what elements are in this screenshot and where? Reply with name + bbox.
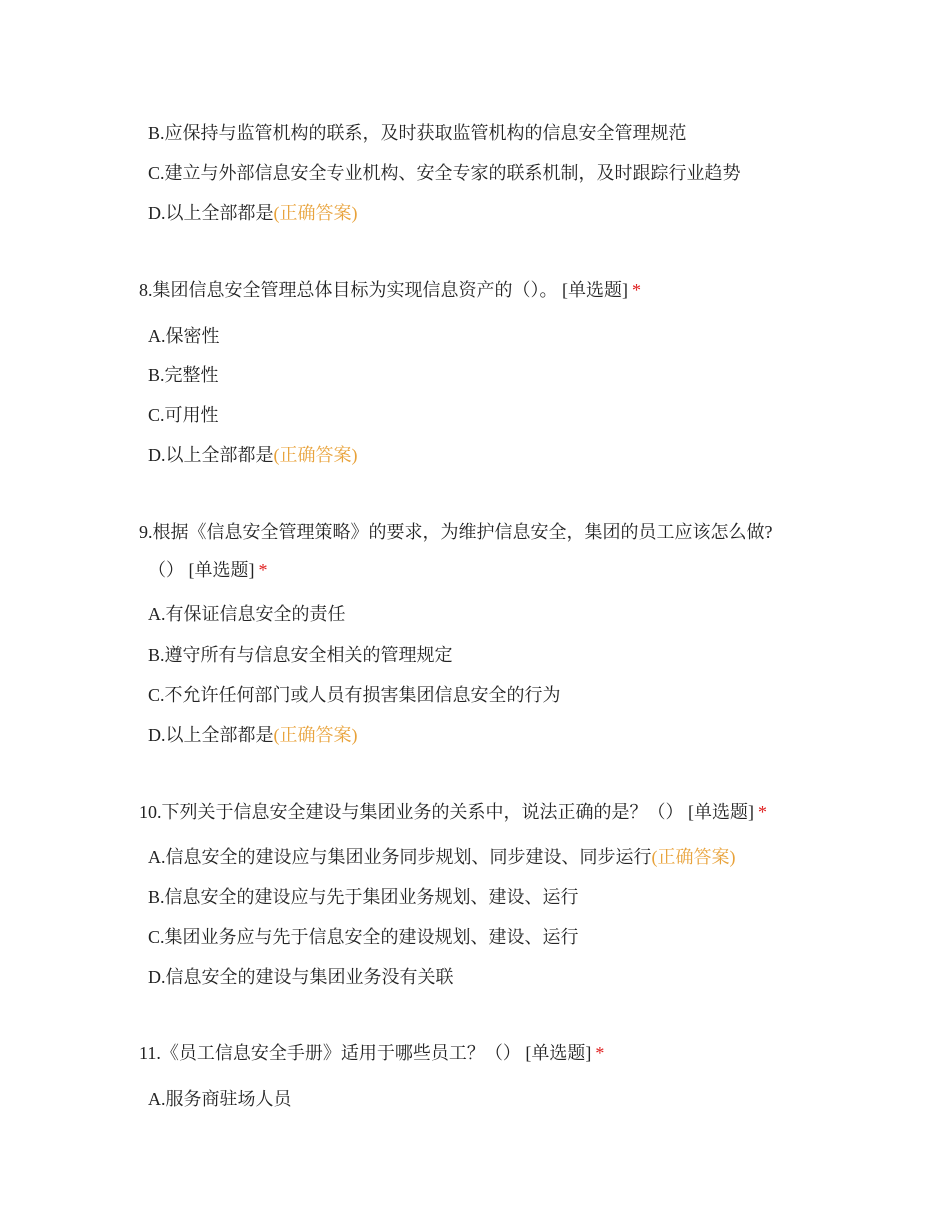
- option-a: A.保密性: [148, 326, 220, 346]
- option-a: A.信息安全的建设应与集团业务同步规划、同步建设、同步运行(正确答案): [148, 847, 736, 867]
- option-d: D.信息安全的建设与集团业务没有关联: [148, 967, 454, 987]
- option-a: A.服务商驻场人员: [148, 1089, 292, 1109]
- option-c: C.不允许任何部门或人员有损害集团信息安全的行为: [148, 685, 561, 705]
- option-d: D.以上全部都是(正确答案): [148, 725, 358, 745]
- question-9-title: 9.根据《信息安全管理策略》的要求，为维护信息安全，集团的员工应该怎么做?: [139, 522, 773, 542]
- required-asterisk: *: [632, 280, 641, 300]
- option-c: C.可用性: [148, 405, 219, 425]
- option-b: B.应保持与监管机构的联系，及时获取监管机构的信息安全管理规范: [148, 123, 687, 143]
- required-asterisk: *: [595, 1043, 605, 1063]
- question-11-title: 11.《员工信息安全手册》适用于哪些员工？（） [单选题] *: [139, 1043, 605, 1063]
- option-d: D.以上全部都是(正确答案): [148, 203, 358, 223]
- option-c: C.集团业务应与先于信息安全的建设规划、建设、运行: [148, 927, 579, 947]
- option-b: B.信息安全的建设应与先于集团业务规划、建设、运行: [148, 887, 579, 907]
- option-b: B.完整性: [148, 365, 219, 385]
- correct-answer-mark: (正确答案): [651, 847, 736, 867]
- option-d: D.以上全部都是(正确答案): [148, 445, 358, 465]
- required-asterisk: *: [258, 560, 268, 580]
- question-9-title-cont: （） [单选题] *: [148, 560, 268, 580]
- option-c: C.建立与外部信息安全专业机构、安全专家的联系机制，及时跟踪行业趋势: [148, 163, 741, 183]
- correct-answer-mark: (正确答案): [273, 445, 358, 465]
- correct-answer-mark: (正确答案): [273, 203, 358, 223]
- required-asterisk: *: [758, 802, 767, 822]
- correct-answer-mark: (正确答案): [273, 725, 358, 745]
- question-10-title: 10.下列关于信息安全建设与集团业务的关系中，说法正确的是？（） [单选题] *: [139, 802, 767, 822]
- question-8-title: 8.集团信息安全管理总体目标为实现信息资产的（）。 [单选题] *: [139, 280, 641, 300]
- option-b: B.遵守所有与信息安全相关的管理规定: [148, 645, 453, 665]
- option-a: A.有保证信息安全的责任: [148, 604, 346, 624]
